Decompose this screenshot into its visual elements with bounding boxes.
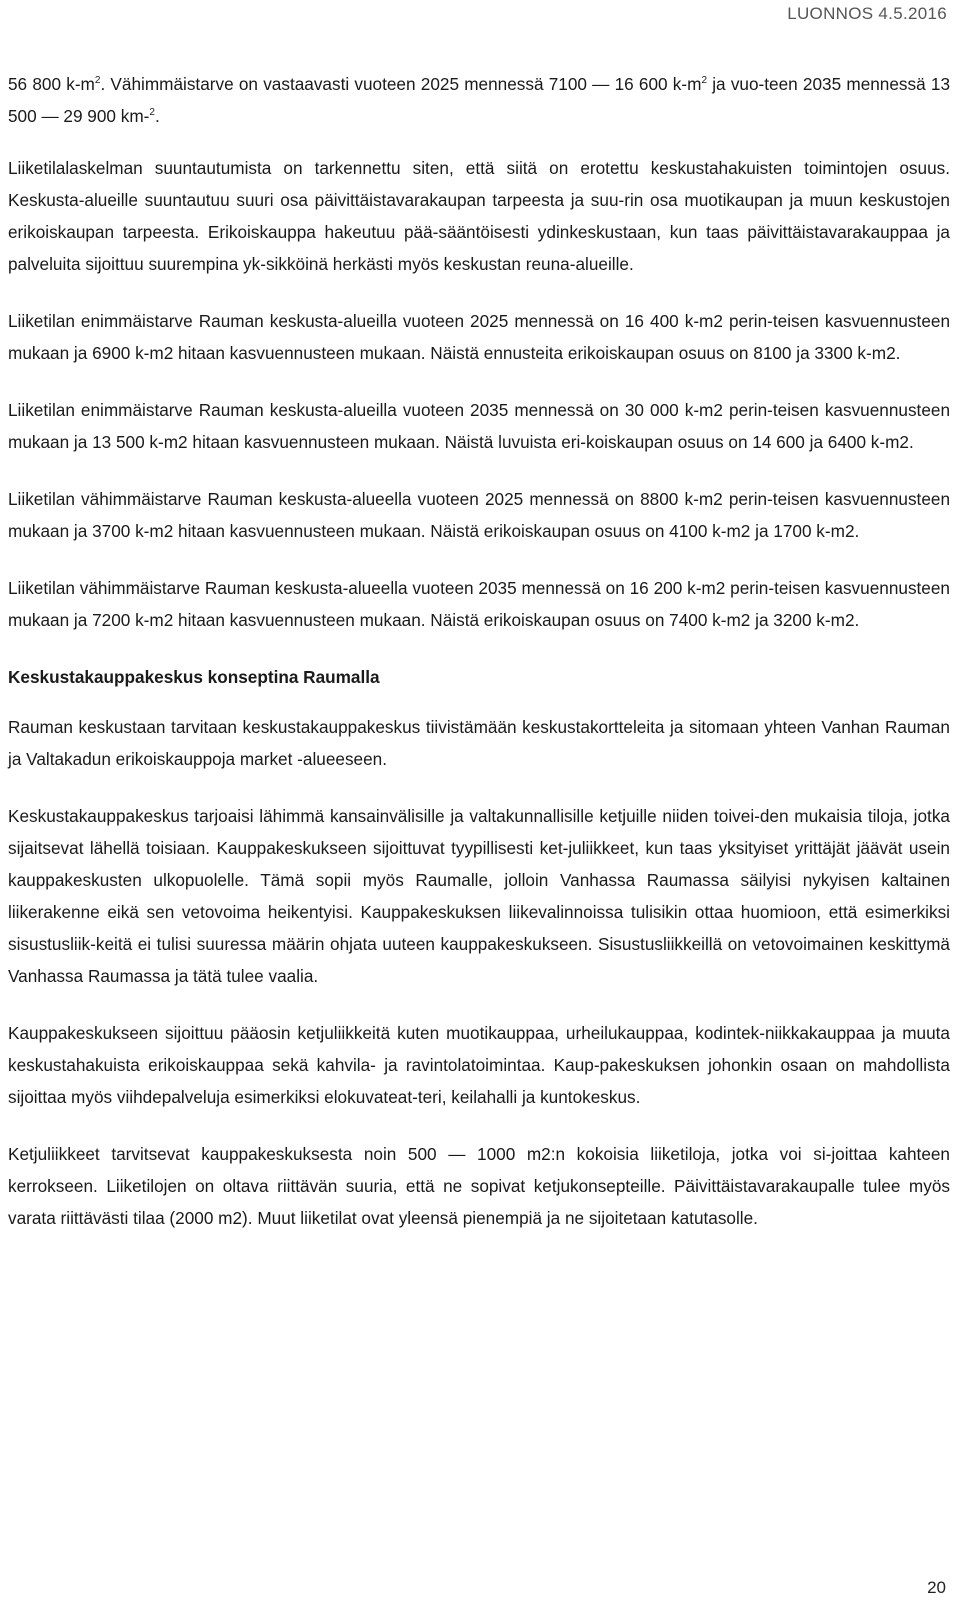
paragraph-max-2035: Liiketilan enimmäistarve Rauman keskusta-alueilla vuoteen 2035 mennessä on 30 000 k-m2 perin-teisen kasvuennusteen mukaan ja 13 500 k-m2 hitaan kasvuennusteen mukaan. Näistä luvuista eri-koiskaupan osuus on 14 600 ja 6400 k-m2. <box>8 400 950 452</box>
paragraph-kauppakeskus-sisalto: Kauppakeskukseen sijoittuu pääosin ketjuliikkeitä kuten muotikauppaa, urheilukauppaa, kodintek-niikkakauppaa ja muuta keskustahakuista erikoiskauppaa sekä kahvila- ja ravintolatoimintaa. Kaup-pakeskuksen johonkin osaan on mahdollista sijoittaa myös viihdepalveluja esimerkiksi elokuvateat-teri, keilahalli ja kuntokeskus. <box>8 1023 950 1107</box>
text-run: ja vuo-teen 2035 mennessä 13 500 — 29 900 km- <box>8 74 951 126</box>
paragraph-liiketilat: Ketjuliikkeet tarvitsevat kauppakeskuksesta noin 500 — 1000 m2:n kokoisia liiketiloja, jotka voi si-joittaa kahteen kerrokseen. Liiketilojen on oltava riittävän suuria, että ne sopivat ketjukonsepteille. Päivittäistavarakaupalle tulee myös varata riittävästi tilaa (2000 m2). Muut liiketilat ovat yleensä pienempiä ja ne sijoitetaan katutasolle. <box>8 1144 950 1228</box>
superscript: 2 <box>701 75 708 86</box>
paragraph-keskustakauppakeskus: Rauman keskustaan tarvitaan keskustakauppakeskus tiivistämään keskustakortteleita ja sitomaan yhteen Vanhan Rauman ja Valtakadun erikoiskauppoja market -alueeseen. <box>8 717 950 769</box>
text-run: . Vähimmäistarve on vastaavasti vuoteen 2025 mennessä 7100 — 16 600 k-m <box>100 74 702 94</box>
superscript: 2 <box>94 75 101 86</box>
text-run: . <box>154 106 160 126</box>
paragraph-min-2025: Liiketilan vähimmäistarve Rauman keskusta-alueella vuoteen 2025 mennessä on 8800 k-m2 perin-teisen kasvuennusteen mukaan ja 3700 k-m2 hitaan kasvuennusteen mukaan. Näistä erikoiskaupan osuus on 4100 k-m2 ja 1700 k-m2. <box>8 489 950 541</box>
draft-label: LUONNOS 4.5.2016 <box>787 4 947 23</box>
paragraph-min-2035: Liiketilan vähimmäistarve Rauman keskusta-alueella vuoteen 2035 mennessä on 16 200 k-m2 perin-teisen kasvuennusteen mukaan ja 7200 k-m2 hitaan kasvuennusteen mukaan. Näistä erikoiskaupan osuus on 7400 k-m2 ja 3200 k-m2. <box>8 578 950 630</box>
text-run: 56 800 k-m <box>8 74 95 94</box>
document-body <box>8 68 950 1259</box>
section-heading: Keskustakauppakeskus konseptina Raumalla <box>8 667 380 687</box>
paragraph-max-2025: Liiketilan enimmäistarve Rauman keskusta-alueilla vuoteen 2025 mennessä on 16 400 k-m2 perin-teisen kasvuennusteen mukaan ja 6900 k-m2 hitaan kasvuennusteen mukaan. Näistä ennusteita erikoiskaupan osuus on 8100 ja 3300 k-m2. <box>8 311 950 363</box>
paragraph-ketjuliikkeet: Keskustakauppakeskus tarjoaisi lähimmä kansainvälisille ja valtakunnallisille ketjuille niiden toivei-den mukaisia tiloja, jotka sijaitsevat lähellä toisiaan. Kauppakeskukseen sijoittuvat tyypillisesti ket-juliikkeet, kun taas yksityiset yrittäjät jäävät usein kauppakeskusten ulkopuolelle. Tämä sopii myös Raumalle, jolloin Vanhassa Raumassa säilyisi nykyisen kaltainen liikerakenne eikä sen vetovoima heikentyisi. Kauppakeskuksen liikevalinnoissa tulisikin ottaa huomioon, että esimerkiksi sisustusliik-keitä ei tulisi suuressa määrin ohjata uuteen kauppakeskukseen. Sisustusliikkeillä on vetovoimainen keskittymä Vanhassa Raumassa ja tätä tulee vaalia. <box>8 806 950 986</box>
paragraph-intro <box>8 68 950 132</box>
superscript: 2 <box>149 107 155 118</box>
page-number: 20 <box>927 1578 946 1597</box>
paragraph-liiketilalaskelma: Liiketilalaskelman suuntautumista on tarkennettu siten, että siitä on erotettu keskustahakuisten toimintojen osuus. Keskusta-alueille suuntautuu suuri osa päivittäistavarakaupan tarpeesta ja suu-rin osa muotikaupan ja muun keskustojen erikoiskaupan tarpeesta. Erikoiskauppa hakeutuu pää-sääntöisesti ydinkeskustaan, kun taas päivittäistavarakauppaa ja palveluita sijoittuu suurempina yk-sikköinä herkästi myös keskustan reuna-alueille. <box>8 158 950 274</box>
